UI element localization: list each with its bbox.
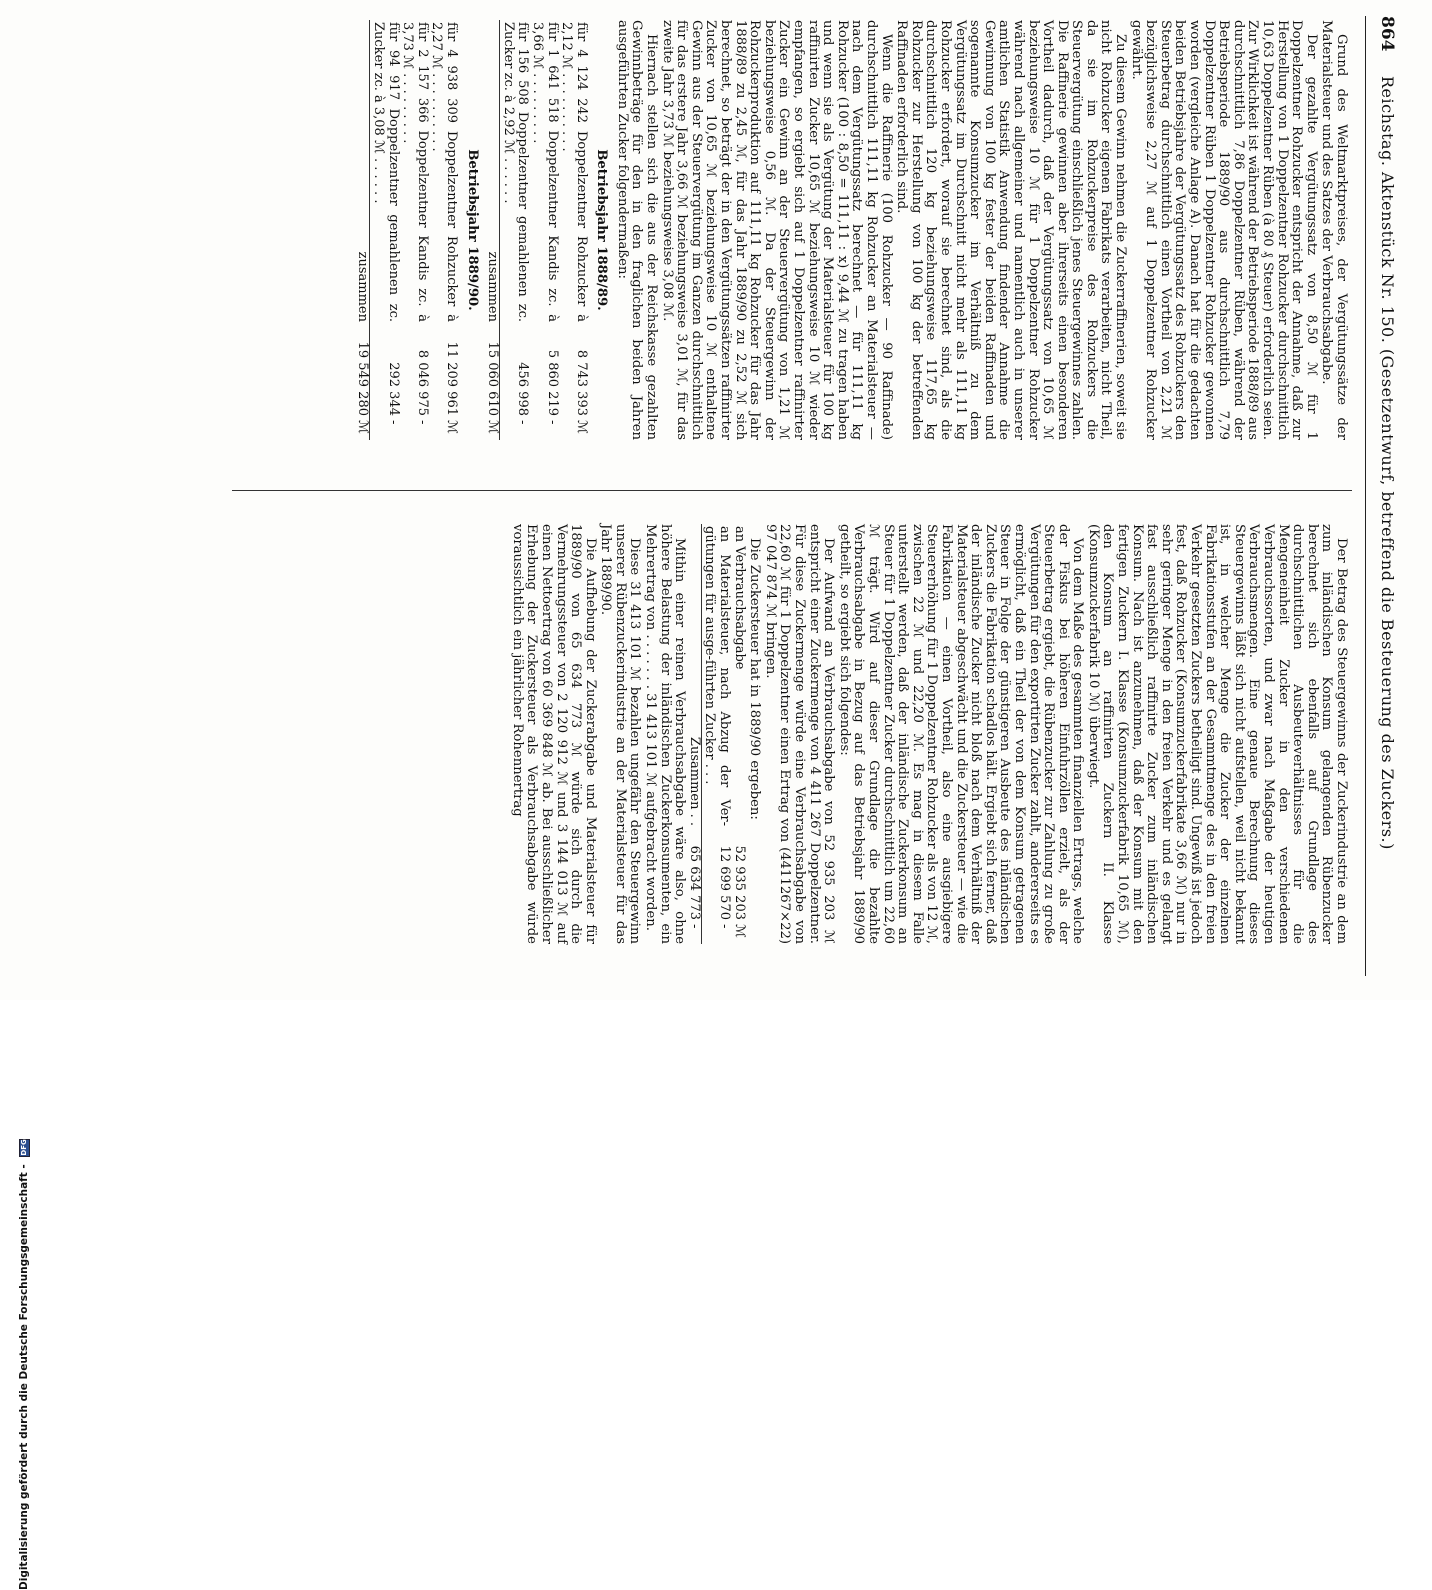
row-amount: 12 699 570 — [717, 845, 733, 920]
paragraph: Von dem Maße des gesammten finanziellen Ertrags, welche der Fiskus bei höheren Einfuhrzöllen erzielt, als der Steuerbetrag ergiebt, die Rübenzucker zur Zahlung zu große Vergütungen für den exportirten Zucker zahlt, andererseits es ermöglicht, daß ein Theil der von dem Konsum getragenen Steuer in Folge der günstigeren Ausbeute des inländischen Zuckers die Fabrikation schadlos hält. Ergiebt sich ferner, daß der inländische Zucker nicht bloß nach dem Verhältniß der Materialsteuer abgeschwächt und die Zuckersteuer — wie die Fabrikation — einen Vortheil, also eine ausgiebigere Steuererhöhung für 1 Doppelzentner Rohzucker als von 12 ℳ, zwischen 22 ℳ und 22,20 ℳ. Es mag in diesem Falle unterstellt werden, daß der inländische Zuckerkonsum an Steuer für 1 Doppelzentner Zucker durchschnittlich um 22,60 ℳ trägt. Wird auf dieser Grundlage die bezahlte Verbrauchsabgabe in Bezug auf das Betriebsjahr 1889/90 getheilt, so ergiebt sich folgendes: — [836, 524, 1086, 944]
running-title: Reichstag. Aktenstück Nr. 150. (Gesetzentwurf, betreffend die Besteuerung des Zuckers.) — [1378, 76, 1397, 850]
row-amount: 8 743 393 — [573, 349, 589, 416]
table-tax-revenue — [686, 524, 745, 944]
row-label: für 4 124 242 Doppelzentner Rohzucker à 2,12 ℳ . . . . . . . . . . — [559, 22, 589, 322]
total-label: zusammen — [355, 20, 370, 324]
paragraph: Der Betrag des Steuergewinns der Zuckerindustrie an dem zum inländischen Konsum gelangenden Rübenzucker berechnet sich ebenfalls auf Grundlage des durchschnittlichen Ausbeuteverhältnisses für die Mengeneinheit Zucker in den verschiedenen Verbrauchssorten, und zwar nach Maßgabe der heutigen Verbrauchsmengen. Eine genaue Berechnung dieses Steuergewinns läßt sich nicht aufstellen, weil nicht bekannt ist, in welcher Menge die Zucker der einzelnen Fabrikationsstufen an der Gesammtmenge des in den freien Verkehr gesetzten Zuckers betheiligt sind. Ungewiß ist jedoch fest, daß Rohzucker (Konsumzuckerfabrikate 3,66 ℳ) nur in sehr geringer Menge in den freien Verkehr und es gelangt fast ausschließlich raffinirte Zucker zum inländischen Konsum. Nach ist anzunehmen, daß der Konsum mit den fertigen Zuckern I. Klasse (Konsumzuckerfabrik 10,65 ℳ), den Konsum an raffinirten Zuckern II. Klasse (Konsumzuckerfabrik 10 ℳ) überwiegt. — [1085, 524, 1349, 944]
row-amount: 292 344 — [385, 362, 401, 416]
row-unit: ℳ — [443, 420, 459, 434]
row-unit: - — [515, 420, 531, 425]
column-divider — [232, 490, 1352, 491]
row-amount: 5 860 219 — [544, 349, 560, 416]
digitization-credit-text: Digitalisierung gefördert durch die Deutsche Forschungsgemeinschaft - — [18, 1164, 30, 1590]
page-header — [1362, 16, 1396, 976]
row-label: für 2 157 366 Doppelzentner Kandis zc. à 3,73 ℳ . . . . . . . . . — [400, 22, 430, 322]
digitization-credit — [18, 1139, 30, 1590]
row-amount: 8 046 975 — [414, 349, 430, 416]
table-total-row — [686, 524, 701, 944]
paragraph: Mithin einer reinen Verbrauchsabgabe wäre also, ohne höhere Belastung der inländischen Zuckerkonsumenten, ein Mehrertrag von . . . . . . . 31 413 101 ℳ aufgebracht worden. — [643, 524, 688, 944]
total-unit: ℳ — [355, 418, 370, 440]
table-row — [500, 20, 530, 440]
dfg-logo: DFG — [19, 1139, 28, 1156]
table-row — [701, 524, 731, 944]
table-1888-89 — [485, 20, 588, 440]
paragraph: Die Zuckersteuer hat in 1889/90 ergeben: — [747, 538, 763, 820]
total-unit: - — [686, 922, 701, 944]
row-label: an Materialsteuer, nach Abzug der Ver-gütungen für ausge-führten Zucker . . . — [702, 526, 733, 826]
total-label: Zusammen . . — [686, 524, 701, 828]
table-row — [429, 20, 458, 440]
table-row — [400, 20, 429, 440]
row-unit: - — [717, 924, 733, 929]
table-1889-90 — [355, 20, 458, 440]
header-rule — [1365, 16, 1366, 976]
table-total-row — [355, 20, 370, 440]
paragraph: Hiernach stellen sich die aus der Reichskasse gezahlten Gewinnbeträge für den in den fraglichen beiden Jahren ausgeführten Zucker folgendermaßen: — [614, 20, 660, 440]
paragraph: Zu diesem Gewinn nehmen die Zuckerraffinerien, soweit sie nicht Rohzucker eigenen Fabrikats verarbeiten, nicht Theil, da sie im Rohzuckerpreise des Rohzuckers die Steuervergütung einschließlich jenes Steuergewinnes zahlen. Die Raffinerie gewinnen aber ihrerseits einen besonderen Vortheil dadurch, daß der Vergütungssatz von 10,65 ℳ beziehungsweise 10 ℳ für 1 Doppelzentner Rohzucker während nach allgemeiner und namentlich auch in unserer amtlichen Statistik Anwendung findender Annahme die Gewinnung von 100 kg fester der beiden Raffinaden und sogenannte Konsumzucker im Verhältniß zu dem Vergütungssatz im Durchschnitt nicht mehr als 111,11 kg Rohzucker erfordert, worauf sie berechnet sind, als die durchschnittlich 120 kg beziehungsweise 117,65 kg Rohzucker zur Herstellung von 100 kg der betreffenden Raffinaden erforderlich sind. — [894, 20, 1129, 440]
row-label: für 156 508 Doppelzentner gemahlenen zc. Zucker zc. à 2,92 ℳ . . . . . . — [500, 22, 531, 322]
total-amount: 19 549 280 — [355, 324, 370, 418]
total-label: zusammen — [485, 20, 500, 324]
row-label: an Verbrauchsabgabe — [731, 526, 747, 670]
row-amount: 11 209 961 — [443, 341, 459, 416]
row-label: für 4 938 309 Doppelzentner Rohzucker à 2,27 ℳ . . . . . . . . . . — [429, 22, 459, 322]
row-amount: 456 998 — [515, 362, 531, 416]
total-unit: ℳ — [485, 418, 500, 440]
row-unit: - — [544, 420, 560, 425]
section-heading: Betriebsjahr 1889/90. — [464, 149, 480, 311]
left-column — [355, 20, 1348, 440]
paragraph: Die Aufhebung der Zuckerabgabe und Materialsteuer für 1889/90 von 65 634 773 ℳ würde sich durch die Vermehrungssteuer von 2 120 912 ℳ und 3 144 013 ℳ auf einen Nettoertrag von 60 369 848 ℳ ab. Bei ausschließlicher Erhebung der Zuckersteuer als Verbrauchsabgabe würde voraussichtlich ein jährlicher Rohennertrag — [509, 524, 598, 944]
paragraph: Diese 31 413 101 ℳ bezahlen ungefähr den Steuergewinn unserer Rübenzuckerindustrie an der Materialsteuer für das Jahr 1889/90. — [598, 524, 643, 944]
paragraph: Wenn die Raffinerie (100 Rohzucker — 90 Raffinade) durchschnittlich 111,11 kg Rohzucker an Materialsteuer — nach dem Vergütungssatz berechnet — für 111,11 kg Rohzucker (100 : 8,50 = 111,11 : x) 9,44 ℳ zu tragen haben und wenn sie als Vergütung der Materialsteuer für 100 kg raffinirten Zucker 10,65 ℳ beziehungsweise 10 ℳ wieder empfangen, so ergiebt sich auf 1 Doppelzentner raffinirter Zucker ein Gewinn an der Steuervergütung von 1,21 ℳ beziehungsweise 0,56 ℳ. Da der Steuergewinn der Rohzuckerproduktion auf 111,11 kg Rohzucker für das Jahr 1888/89 zu 2,45 ℳ, für das Jahr 1889/90 zu 2,52 ℳ sich berechnet, so beträgt der in den Vergütungssätzen raffinirter Zucker von 10,65 ℳ beziehungsweise 10 ℳ enthaltene Gewinn aus der Steuervergütung im Ganzen durchschnittlich für das erstere Jahr 3,66 ℳ beziehungsweise 3,01 ℳ, für das zweite Jahr 3,73 ℳ beziehungsweise 3,08 ℳ. — [659, 20, 894, 440]
paragraph: Grund des Weltmarktpreises, der Vergütungssätze der Materialsteuer und des Satzes der Verbrauchsabgabe. — [1319, 20, 1349, 440]
paragraph: Der Aufwand an Verbrauchsabgabe von 52 935 203 ℳ entspricht einer Zuckermenge von 4 411 267 Doppelzentner. Für diese Zuckermenge würde eine Verbrauchsabgabe von 22,60 ℳ für 1 Doppelzentner einen Ertrag von (4411267×22) 97 047 874 ℳ bringen. — [762, 524, 837, 944]
table-total-row — [485, 20, 500, 440]
row-unit: - — [414, 420, 430, 425]
table-row — [529, 20, 558, 440]
row-unit: ℳ — [731, 924, 747, 938]
paragraph: Der gezahlte Vergütungssatz von 8,50 ℳ für 1 Doppelzentner Rohzucker entspricht der Annahme, daß zur Herstellung von 1 Doppelzentner Rohzucker durchschnittlich 10,63 Doppelzentner Rüben (à 80 ₰ Steuer) erforderlich seien. Zur Wirklichkeit ist während der Betriebsperiode 1888/89 aus durchschnittlich 7,86 Doppelzentner Rüben, während der Betriebsperiode 1889/90 aus durchschnittlich 7,79 Doppelzentner Rüben 1 Doppelzentner Rohzucker gewonnen worden (vergleiche Anlage A). Danach hat für die gedachten beiden Betriebsjahre der Vergütungssatz des Rohzuckers den Steuerbetrag durchschnittlich einen Vortheil von 2,21 ℳ bezüglichsweise 2,27 ℳ auf 1 Doppelzentner Rohzucker gewährt. — [1128, 20, 1319, 440]
section-heading: Betriebsjahr 1888/89. — [594, 149, 610, 311]
row-unit: ℳ — [573, 420, 589, 434]
row-label: für 94 917 Doppelzentner gemahlenen zc. Zucker zc. à 3,08 ℳ . . . . . . — [371, 22, 401, 322]
row-unit: - — [385, 420, 401, 425]
total-amount: 65 634 773 — [686, 828, 701, 922]
table-row — [731, 524, 746, 944]
row-amount: 52 935 203 — [731, 845, 747, 920]
total-amount: 15 060 610 — [485, 324, 500, 418]
table-row — [559, 20, 588, 440]
right-column — [508, 524, 1348, 944]
page-number: 864 — [1377, 16, 1397, 52]
row-label: für 1 641 518 Doppelzentner Kandis zc. à 3,66 ℳ . . . . . . . . . — [529, 22, 560, 322]
table-row — [370, 20, 400, 440]
